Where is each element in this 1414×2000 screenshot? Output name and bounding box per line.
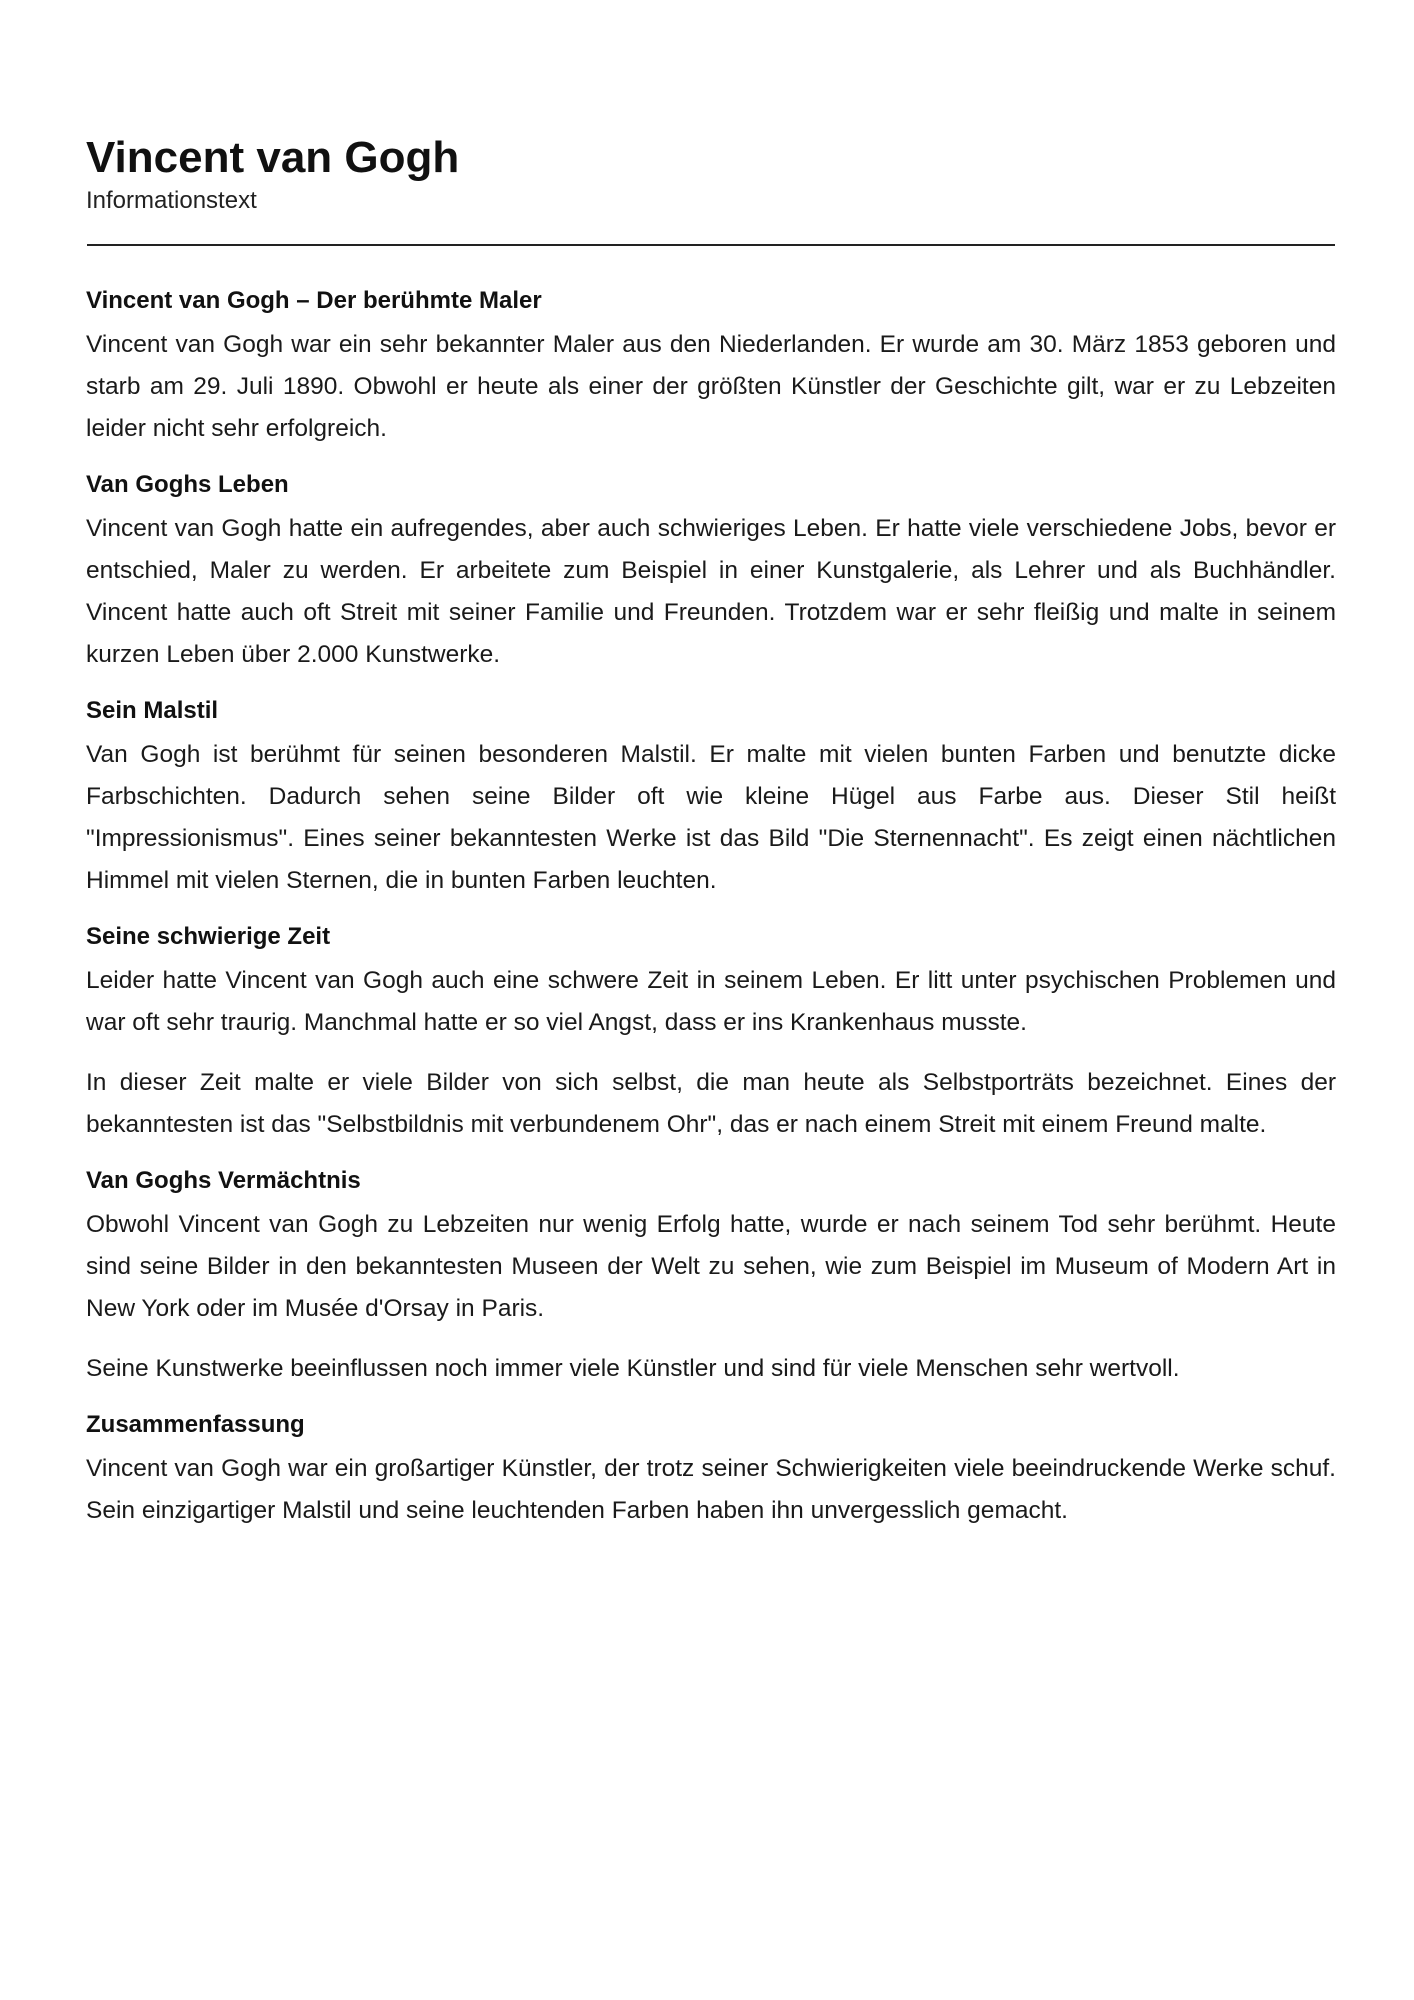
document-page	[86, 132, 1336, 1550]
section-vermaechtnis	[86, 1164, 1336, 1390]
title-divider	[87, 244, 1335, 246]
section-schwierige-zeit	[86, 920, 1336, 1146]
document-title: Vincent van Gogh	[86, 133, 460, 182]
section-leben	[86, 468, 1336, 676]
section-malstil	[86, 694, 1336, 902]
section-heading: Van Goghs Vermächtnis	[86, 1167, 361, 1194]
paragraph: Leider hatte Vincent van Gogh auch eine schwere Zeit in seinem Leben. Er litt unter psychischen Problemen und war oft sehr traurig. Manchmal hatte er so viel Angst, dass er ins Krankenhaus musste.	[86, 967, 1336, 1036]
paragraph: Vincent van Gogh hatte ein aufregendes, aber auch schwieriges Leben. Er hatte viele verschiedene Jobs, bevor er entschied, Maler zu werden. Er arbeitete zum Beispiel in einer Kunstgalerie, als Lehrer und als Buchhändler. Vincent hatte auch oft Streit mit seiner Familie und Freunden. Trotzdem war er sehr fleißig und malte in seinem kurzen Leben über 2.000 Kunstwerke.	[86, 515, 1336, 668]
section-heading: Zusammenfassung	[86, 1411, 305, 1438]
document-body	[86, 284, 1336, 1532]
paragraph: In dieser Zeit malte er viele Bilder von sich selbst, die man heute als Selbstporträts bezeichnet. Eines der bekanntesten ist das "Selbstbildnis mit verbundenem Ohr", das er nach einem Streit mit einem Freund malte.	[86, 1069, 1336, 1138]
paragraph: Van Gogh ist berühmt für seinen besonderen Malstil. Er malte mit vielen bunten Farben und benutzte dicke Farbschichten. Dadurch sehen seine Bilder oft wie kleine Hügel aus Farbe aus. Dieser Stil heißt "Impressionismus". Eines seiner bekanntesten Werke ist das Bild "Die Sternennacht". Es zeigt einen nächtlichen Himmel mit vielen Sternen, die in bunten Farben leuchten.	[86, 741, 1336, 894]
paragraph: Obwohl Vincent van Gogh zu Lebzeiten nur wenig Erfolg hatte, wurde er nach seinem Tod sehr berühmt. Heute sind seine Bilder in den bekanntesten Museen der Welt zu sehen, wie zum Beispiel im Museum of Modern Art in New York oder im Musée d'Orsay in Paris.	[86, 1211, 1336, 1322]
document-subtitle: Informationstext	[86, 187, 257, 214]
section-heading: Van Goghs Leben	[86, 471, 289, 498]
section-intro	[86, 284, 1336, 450]
paragraph: Vincent van Gogh war ein sehr bekannter Maler aus den Niederlanden. Er wurde am 30. März 1853 geboren und starb am 29. Juli 1890. Obwohl er heute als einer der größten Künstler der Geschichte gilt, war er zu Lebzeiten leider nicht sehr erfolgreich.	[86, 331, 1336, 442]
section-heading: Vincent van Gogh – Der berühmte Maler	[86, 287, 542, 314]
paragraph: Seine Kunstwerke beeinflussen noch immer viele Künstler und sind für viele Menschen sehr wertvoll.	[86, 1355, 1180, 1382]
section-heading: Sein Malstil	[86, 697, 219, 724]
paragraph: Vincent van Gogh war ein großartiger Künstler, der trotz seiner Schwierigkeiten viele beeindruckende Werke schuf. Sein einzigartiger Malstil und seine leuchtenden Farben haben ihn unvergesslich gemacht.	[86, 1455, 1336, 1524]
section-zusammenfassung	[86, 1408, 1336, 1532]
section-heading: Seine schwierige Zeit	[86, 923, 331, 950]
